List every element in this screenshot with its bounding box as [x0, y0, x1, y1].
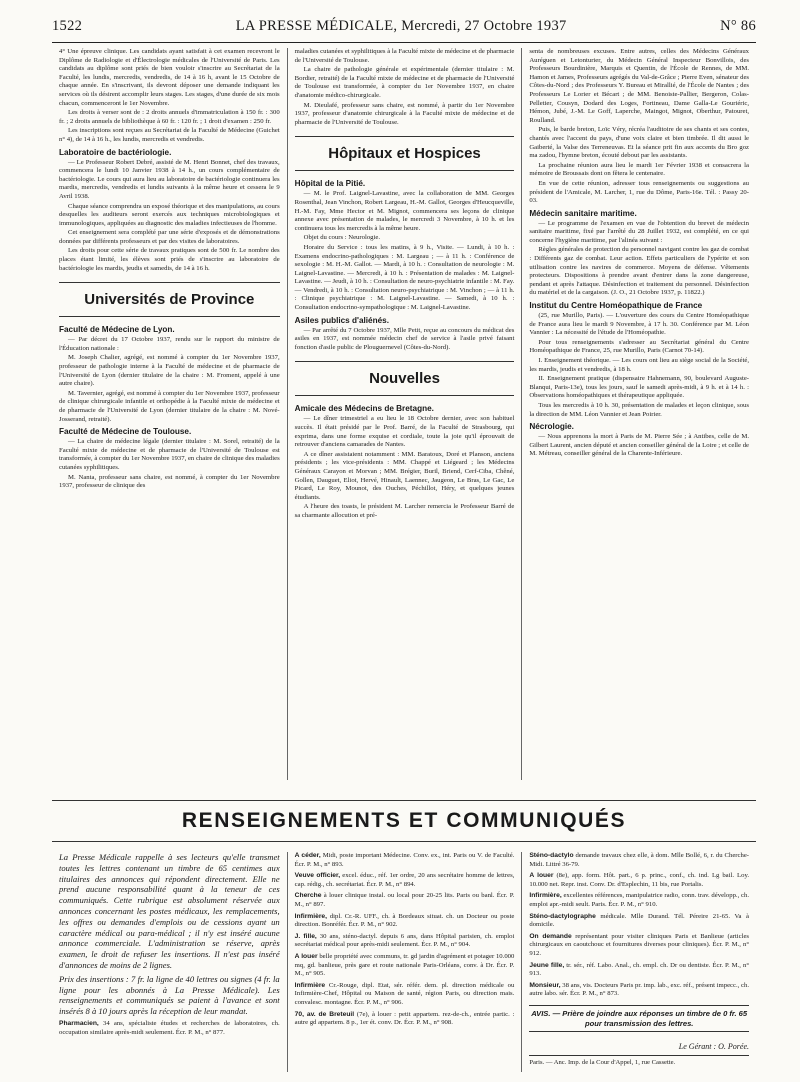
- paragraph: — Par décret du 17 Octobre 1937, rendu sur le rapport du ministre de l'Éducation nationale :: [59, 336, 280, 352]
- classified-ad: [295, 933, 515, 950]
- newspaper-title: LA PRESSE MÉDICALE, Mercredi, 27 Octobre 1937: [235, 18, 567, 34]
- paragraph: La chaire de pathologie générale et expérimentale (dernier titulaire : M. Bordier, retraité) de la Faculté mixte de médecine et de pharmacie de l'Université de Toulouse est transformée, à compter du 1er Novembre 1937, en chaire d'anatomie médico-chirurgicale.: [294, 66, 515, 99]
- section-title-nouvelles: Nouvelles: [295, 361, 515, 396]
- heading-maritime: Médecin sanitaire maritime.: [529, 208, 637, 218]
- ad-text: Cr.-Rouge, dipl. Etat, sér. référ. dem. pl. direction médicale ou Infirmière-Chef, Hôpital ou Maison de santé, région Paris, ou direction mais. convalesc. montagne. Écr. P. M., n° 906.: [294, 981, 515, 1006]
- issue-number: N° 86: [720, 18, 756, 34]
- paragraph: Règles générales de protection du personnel navigant contre les gaz de combat : Différents gaz de combat. Leur action. Effets particuliers de l'ypérite et son utilisation contre les navires de commerce. Moyens de défense. Vêtements protecteurs. Dispositions à prendre avant d'entrer dans la zone dangereuse, pendant et après l'attaque. Désinfection et traitement du personnel. Désinfection du matériel et de la cargaison. (J. O., 21 Octobre 1937, p. 11822.): [529, 246, 750, 297]
- article-columns: [52, 48, 756, 780]
- ads-list-1: [59, 1020, 280, 1037]
- classified-ad: [295, 953, 515, 979]
- paragraph: Les droits à verser sont de : 2 droits annuels d'immatriculation à 150 fr. : 300 fr. ; 2 droits annuels de bibliothèque à 60 fr. : 120 fr. ; 1 droit d'examen : 250 fr.: [59, 109, 280, 125]
- paragraph: — Nous apprenons la mort à Paris de M. Pierre Sée ; à Antibes, celle de M. Gilbert Laurent, ancien député et ancien conseiller général de la Loire ; et celle de M. Métreau, conseiller général de la Charente-Inférieure.: [529, 433, 750, 458]
- rubric-title: RENSEIGNEMENTS ET COMMUNIQUÉS: [52, 800, 756, 842]
- heading-laboratoire: Laboratoire de bactériologie.: [59, 147, 172, 157]
- heading-institut: Institut du Centre Homéopathique de France: [529, 301, 703, 311]
- classified-ad: [529, 892, 749, 909]
- classified-ad: [529, 933, 749, 959]
- paragraph: Horaire du Service : tous les matins, à 9 h., Visite. — Lundi, à 10 h. : Examens endocrino-pathologiques : M. Largeau ; — à 11 h. : Conférence de sexologie : M. H.-M. Gallot. — Mardi, à 10 h. : Consultation de neurologie : M. Laignel-Lavastine. — Mercredi, à 10 h. : Présentation de malades : M. Laignel-Lavastine. — Jeudi, à 10 h. : Consultation de neuro-psychiatrie infantile : M. Fay. — Vendredi, à 10 h. : Consultation neuro-psychiatrique : M. Vinchon ; — à 11 h. : Clinique psychiatrique : M. Laignel-Lavastine. — Samedi, à 10 h. : Consultation endocrino-sympathologique : M. Laignel-Lavastine.: [294, 243, 515, 312]
- column-2: [287, 48, 522, 780]
- paragraph: Puis, le barde breton, Loïc Véry, récréa l'auditoire de ses chants et ses contes, chantés avec l'accent du pays, d'une voix claire et bien timbrée. Il dit aussi le Gaiberté, la Valse des Terreneuvas. Et la séance prit fin aux accents du Bro goz ma zadou, l'hymne breton, écouté debout par les assistants.: [529, 126, 750, 160]
- ad-lead: Veuve officier,: [294, 872, 341, 880]
- heading-necrologie: Nécrologie.: [529, 422, 574, 432]
- paragraph: (25, rue Murillo, Paris). — L'ouverture des cours du Centre Homéopathique de France aura lieu le mardi 9 Novembre, à 17 h. 30. Conférence par M. Léon Vannier : La nécessité de l'étude de l'Homéopathie.: [529, 312, 750, 337]
- paragraph: M. Dieulafé, professeur sans chaire, est nommé, à partir du 1er Novembre 1937, professeur d'anatomie chirurgicale à la Faculté mixte de médecine et de pharmacie de l'Université de Toulouse.: [294, 101, 515, 126]
- avis-box: AVIS. — Prière de joindre aux réponses un timbre de 0 fr. 65 pour transmission des lettres.: [529, 1005, 749, 1032]
- ad-lead: Pharmacien,: [59, 1019, 99, 1027]
- ad-lead: A louer: [294, 952, 318, 960]
- classified-ads: [52, 852, 756, 1072]
- ad-text: tr. sér., réf. Labo. Anal., ch. empl. ch. Dr ou dentiste. Écr. P. M., n° 913.: [529, 961, 750, 978]
- paragraph: M. Nanta, professeur sans chaire, est nommé, à compter du 1er Novembre 1937, professeur de clinique des: [59, 473, 280, 490]
- ad-text: demande travaux chez elle, à dom. Mlle Bollé, 6, r. du Cherche-Midi. Littré 36-79.: [529, 852, 750, 868]
- ad-text: à louer clinique instal. ou local pour 20-25 lits. Paris ou banl. Écr. P. M., n° 897.: [294, 892, 515, 908]
- ads-column-1: [52, 852, 287, 1072]
- ad-lead: Sténo-dactylographe: [529, 912, 596, 920]
- paragraph: Cet enseignement sera complété par une série d'exposés et de démonstrations données par différents professeurs et par des visites de laboratoires.: [59, 229, 280, 245]
- paragraph: Tous les mercredis à 10 h. 30, présentation de malades et leçon clinique, sous la direction de MM. Léon Vannier et Jean Poirier.: [529, 401, 750, 418]
- paragraph: — Le programme de l'examen en vue de l'obtention du brevet de médecin sanitaire maritime, fixé par l'arrêté du 28 Juillet 1932, est complété, en ce qui concerne l'hygiène maritime, par l'alinéa suivant :: [529, 219, 750, 244]
- rubric-prices: Prix des insertions : 7 fr. la ligne de 40 lettres ou signes (4 fr. la ligne pour les abonnés à La Presse Médicale). Les renseignements et communiqués se paient à l'avance et sont insérés 8 à 10 jours après la réception de leur mandat.: [59, 973, 280, 1017]
- paragraph: En vue de cette réunion, adresser tous renseignements ou suggestions au président de l'Amicale, M. Larcher, 1, rue du Dôme, Paris-16e. Tél. : Passy 20-03.: [529, 179, 750, 205]
- heading-pitie: Hôpital de la Pitié.: [294, 179, 366, 189]
- ad-text: 34 ans, spécialiste études et recherches de laboratoires, ch. occupation similaire après-midi seulement. Écr. P. M., n° 877.: [59, 1019, 280, 1036]
- ad-text: Midi, poste important Médecine. Conv. ex., int. Paris ou V. de Faculté. Écr. P. M., n° 893.: [294, 852, 515, 868]
- heading-amicale: Amicale des Médecins de Bretagne.: [294, 404, 434, 414]
- paragraph: Les droits pour cette série de travaux pratiques sont de 500 fr. Le nombre des places étant limité, les élèves sont priés de s'inscrire au laboratoire de bactériologie les mardis, jeudis et samedis, de 14 à 16 h.: [59, 247, 280, 272]
- ad-text: 30 ans, sténo-dactyl. depuis 6 ans, dans Hôpital parisien, ch. emploi secrétariat médical pour après-midi seulement. Écr. P. M., n° 904.: [294, 932, 515, 949]
- ad-text: dipl. Cr.-R. UFF., ch. à Bordeaux situat. ch. un Docteur ou poste direction. Bonréfér. Écr. P. M., n° 902.: [294, 912, 515, 929]
- paragraph: Les inscriptions sont reçues au Secrétariat de la Faculté de Médecine (Guichet n° 4), de 14 à 16 h., les lundis, mercredis et vendredis.: [59, 127, 280, 143]
- paragraph: — M. le Prof. Laignel-Lavastine, avec la collaboration de MM. Georges Rosenthal, Jean Vinchon, Robert Largeau, H.-M. Gallot, Georges d'Heucqueville, H.-M. Fay, Mme Hector et M. Mignot, commencera ses leçons de clinique annexe avec présentation de malades, le mercredi 3 Novembre, à 10 h. et les continuera tous les mercredis à la même heure.: [294, 190, 515, 232]
- paragraph: Chaque séance comprendra un exposé théorique et des manipulations, au cours desquelles les auditeurs seront exercés aux techniques microbiologiques et immunologiques, appliquées au diagnostic des maladies infectieuses de l'homme.: [59, 202, 280, 227]
- paragraph: A ce dîner assistaient notamment : MM. Baratoux, Doré et Planson, anciens présidents ; les vice-présidents : MM. Chappé et Liégeard ; les Médecins Généraux Carayon et Morvan ; MM. Brégier, Buril, Briend, Cerf-Ciba, Chêné, Gollen, Dauguet, Eliot, Hervé, Hinault, Laennec, Jaugeon, Le Bras, Le Gac, Le Picard, Le Roy, Mounot, des Ouches, Péchillot, Héry, et quelques jeunes étudiants.: [294, 450, 515, 501]
- ad-lead: 70, av. de Breteuil: [294, 1010, 355, 1018]
- classified-ad: [529, 852, 749, 869]
- column-1: [52, 48, 287, 780]
- ad-lead: On demande: [529, 932, 572, 940]
- ad-lead: Monsieur,: [529, 981, 561, 989]
- classified-ad: [295, 872, 515, 889]
- paragraph: 4° Une épreuve clinique. Les candidats ayant satisfait à cet examen recevront le Diplôme de Radiologie et d'Électrologie médicales de l'Université de Paris. Les candidats au diplôme sont priés de bien vouloir s'inscrire au Secrétariat de la Faculté, les lundis, mercredis, vendredis, de 14 à 16 h, avant le 15 Octobre de chaque année. En s'inscrivant, ils devront déposer une demande indiquant les services où ils désirent accomplir leurs stages. Les stages, d'une durée de six mois chacun, commenceront le 1er Novembre.: [59, 48, 280, 107]
- ad-lead: Infirmière: [294, 981, 326, 989]
- classified-ad: [529, 962, 749, 979]
- ad-lead: J. fille,: [294, 932, 317, 940]
- imprint-line: Paris. — Anc. Imp. de la Cour d'Appel, 1, rue Cassette.: [529, 1059, 676, 1067]
- paragraph: Objet du cours : Neurologie.: [303, 234, 381, 242]
- ad-text: (8e), app. form. Hôt. part., 6 p. princ., conf., ch. ind. Lg bail. Loy. 10.000 net. Repr. inst. Conv. Dr. d'Esplechin, 11 bis, rue Portalis.: [529, 872, 750, 888]
- paragraph: M. Tavernier, agrégé, est nommé à compter du 1er Novembre 1937, professeur de clinique chirurgicale infantile et orthopédie à la Faculté mixte de médecine et de pharmacie de l'Université de Lyon (dernier titulaire de la chaire : M. Nové-Josserand, retraité).: [59, 389, 280, 423]
- classified-ad: [59, 1020, 280, 1037]
- paragraph: — Le dîner trimestriel a eu lieu le 18 Octobre dernier, avec son habituel succès. Il était présidé par le Prof. Barré, de la Faculté de Strasbourg, qui exprima, dans une forme exquise et cordiale, toute la joie qu'il éprouvait de retrouver d'anciens camarades de Nantes.: [294, 415, 515, 449]
- column-3: [521, 48, 756, 780]
- classified-ad: [295, 1011, 515, 1028]
- paragraph: Pour tous renseignements s'adresser au Secrétariat général du Centre Homéopathique de France, 25, rue Murillo, Paris (Carnot 70-14).: [529, 338, 750, 355]
- paragraph: II. Enseignement pratique (dispensaire Hahnemann, 90, boulevard Auguste-Blanqui, Paris-13e), tous les jours, sauf le samedi après-midi, à 9 h. et à 14 h. : Observations homéopathiques et thérapeutique appliquée.: [529, 375, 750, 400]
- ad-lead: Jeune fille,: [529, 961, 565, 969]
- paragraph: maladies cutanées et syphilitiques à la Faculté mixte de médecine et de pharmacie de l'Université de Toulouse.: [294, 48, 515, 64]
- ad-lead: Sténo-dactylo: [529, 852, 574, 859]
- ads-list-3: [529, 852, 749, 999]
- ad-text: 38 ans, vis. Docteurs Paris pr. imp. lab., exc. réf., présent impecc., ch. autre labo. sér. Écr. P. M., n° 873.: [529, 981, 750, 998]
- classified-ad: [529, 872, 749, 889]
- ad-text: excellentes références, manipulatrice radio, conn. trav. développ., ch. emploi apr.-midi seult. Paris. Écr. P. M., n° 910.: [529, 892, 750, 908]
- ad-text: (7e), à louer : petit appartem. rez-de-ch., entrée partic. : autre gd appartem. 8 p., 1er ét. conv. Dr. Écr. P. M., n° 908.: [294, 1010, 515, 1027]
- ad-lead: Infirmière,: [294, 912, 328, 920]
- paragraph: M. Joseph Chalier, agrégé, est nommé à compter du 1er Novembre 1937, professeur de pathologie interne à la Faculté de médecine et de pharmacie de l'Université de Lyon (dernier titulaire de la chaire : M. Froment, appelé à une autre chaire).: [59, 354, 280, 388]
- classified-ad: [529, 913, 749, 930]
- classified-ad: [529, 982, 749, 999]
- classified-ad: [295, 913, 515, 930]
- paragraph: — Le Professeur Robert Debré, assisté de M. Henri Bonnet, chef des travaux, commencera le lundi 10 Janvier 1938 à 14 h., un cours complémentaire de bactériologie. Le cours qui aura lieu au laboratoire de bactériologie continuera les mardis, mercredis, vendredis et lundis suivants à la même heure et cessera le 9 Avril 1938.: [59, 158, 280, 200]
- paragraph: senta de nombreuses excuses. Entre autres, celles des Médecins Généraux Auréguen et Letonturier, du Médecin Général Inspecteur Bonvillois, des Professeurs Bourdinière, Marquis et Quentin, de l'École de Rennes, de MM. Hamon et James, Professeurs agrégés du Val-de-Grâce ; Pierre Even, sénateur des Côtes-du-Nord ; des Professeurs Y. Bureau et Mirallié, de l'École de Nantes ; des Professeurs Le Lorier et Bécart ; de MM. Benoiste-Pallier, Bergeron, Colas-Pelletier, Cousyn, Dodard des Loges, Fortineau, Dame Galla-Le Gouriéric, Hémon, Jubé, J.-M. Le Goff, Laperche, Maingot, Mignot, Oberthur, Patouret, Roulland.: [529, 48, 750, 124]
- gerant-line: Le Gérant : O. Porée.: [529, 1038, 749, 1056]
- heading-toulouse: Faculté de Médecine de Toulouse.: [59, 427, 192, 437]
- paragraph: — Par arrêté du 7 Octobre 1937, Mlle Petit, reçue au concours du médicat des asiles en 1937, est nommée médecin chef de service à l'asile privé faisant fonction d'asile public de Plouguernevel (Côtes-du-Nord).: [294, 326, 515, 351]
- classified-ad: [295, 982, 515, 1008]
- paragraph: A l'heure des toasts, le président M. Larcher remercia le Professeur Barré de sa charmante allocution et pré-: [294, 503, 515, 519]
- section-title-universites: Universités de Province: [59, 282, 280, 317]
- classified-ad: [295, 892, 515, 909]
- ad-lead: Infirmière,: [529, 892, 562, 900]
- masthead: [52, 18, 756, 43]
- heading-lyon: Faculté de Médecine de Lyon.: [59, 325, 175, 335]
- rubric-notice: La Presse Médicale rappelle à ses lecteurs qu'elle transmet toutes les lettres contenant un timbre de 65 centimes aux titulaires des annonces qui répondent directement. Elle ne prend aucune responsabilité quant à la teneur de ces communiqués. Cette rubrique est absolument réservée aux annonces concernant les postes médicaux, les remplacements, les offres ou demandes d'emplois ou de cessions ayant un caractère médical ou para-médical ; il n'y est inséré aucune annonce commerciale. L'administration se réserve, après examen, le droit de refuser les insertions. Il n'est pas inséré d'annonces de moins de 2 lignes.: [59, 852, 280, 970]
- ad-text: belle propriété avec communs, tr. gd jardin d'agrément et potager 10.000 mq, gd. banlieue, près gare et route nationale Paris-Orléans, conv. à Dr. Écr. P. M., n° 905.: [294, 952, 515, 978]
- ad-lead: A louer: [529, 872, 554, 880]
- ads-list-2: [295, 852, 515, 1028]
- ad-text: représentant pour visiter cliniques Paris et Banlieue (articles chirurgicaux en caoutchouc et fournitures diverses pour cliniques). Écr. P. M., n° 912.: [529, 932, 750, 957]
- ad-text: excel. éduc., réf. 1er ordre, 20 ans secrétaire homme de lettres, cap. rédig., ch. secrétariat. Écr. P. M., n° 894.: [294, 872, 515, 888]
- page-number: 1522: [52, 18, 83, 34]
- ad-lead: Cherche: [294, 892, 322, 900]
- paragraph: I. Enseignement théorique. — Les cours ont lieu au siège social de la Société, les mardis, jeudis et vendredis, à 18 h.: [529, 357, 750, 373]
- section-title-hopitaux: Hôpitaux et Hospices: [295, 136, 515, 171]
- paragraph: — La chaire de médecine légale (dernier titulaire : M. Sorel, retraité) de la Faculté mixte de médecine et de pharmacie de l'Université de Toulouse est transformée, à compter du 1er Novembre 1937, en chaire de clinique des maladies cutanées syphilitiques.: [59, 438, 280, 471]
- ads-column-3: [521, 852, 756, 1072]
- heading-asiles: Asiles publics d'aliénés.: [294, 315, 389, 325]
- ad-text: médicale. Mlle Durand. Tél. Péreire 21-65. Va à domicile.: [529, 912, 750, 929]
- paragraph: La prochaine réunion aura lieu le mardi 1er Février 1938 et consacrera la mémoire de Broussais dont on fêtera le centenaire.: [529, 161, 750, 178]
- classified-ad: [295, 852, 515, 869]
- ads-column-2: [287, 852, 522, 1072]
- ad-lead: A céder,: [294, 852, 321, 859]
